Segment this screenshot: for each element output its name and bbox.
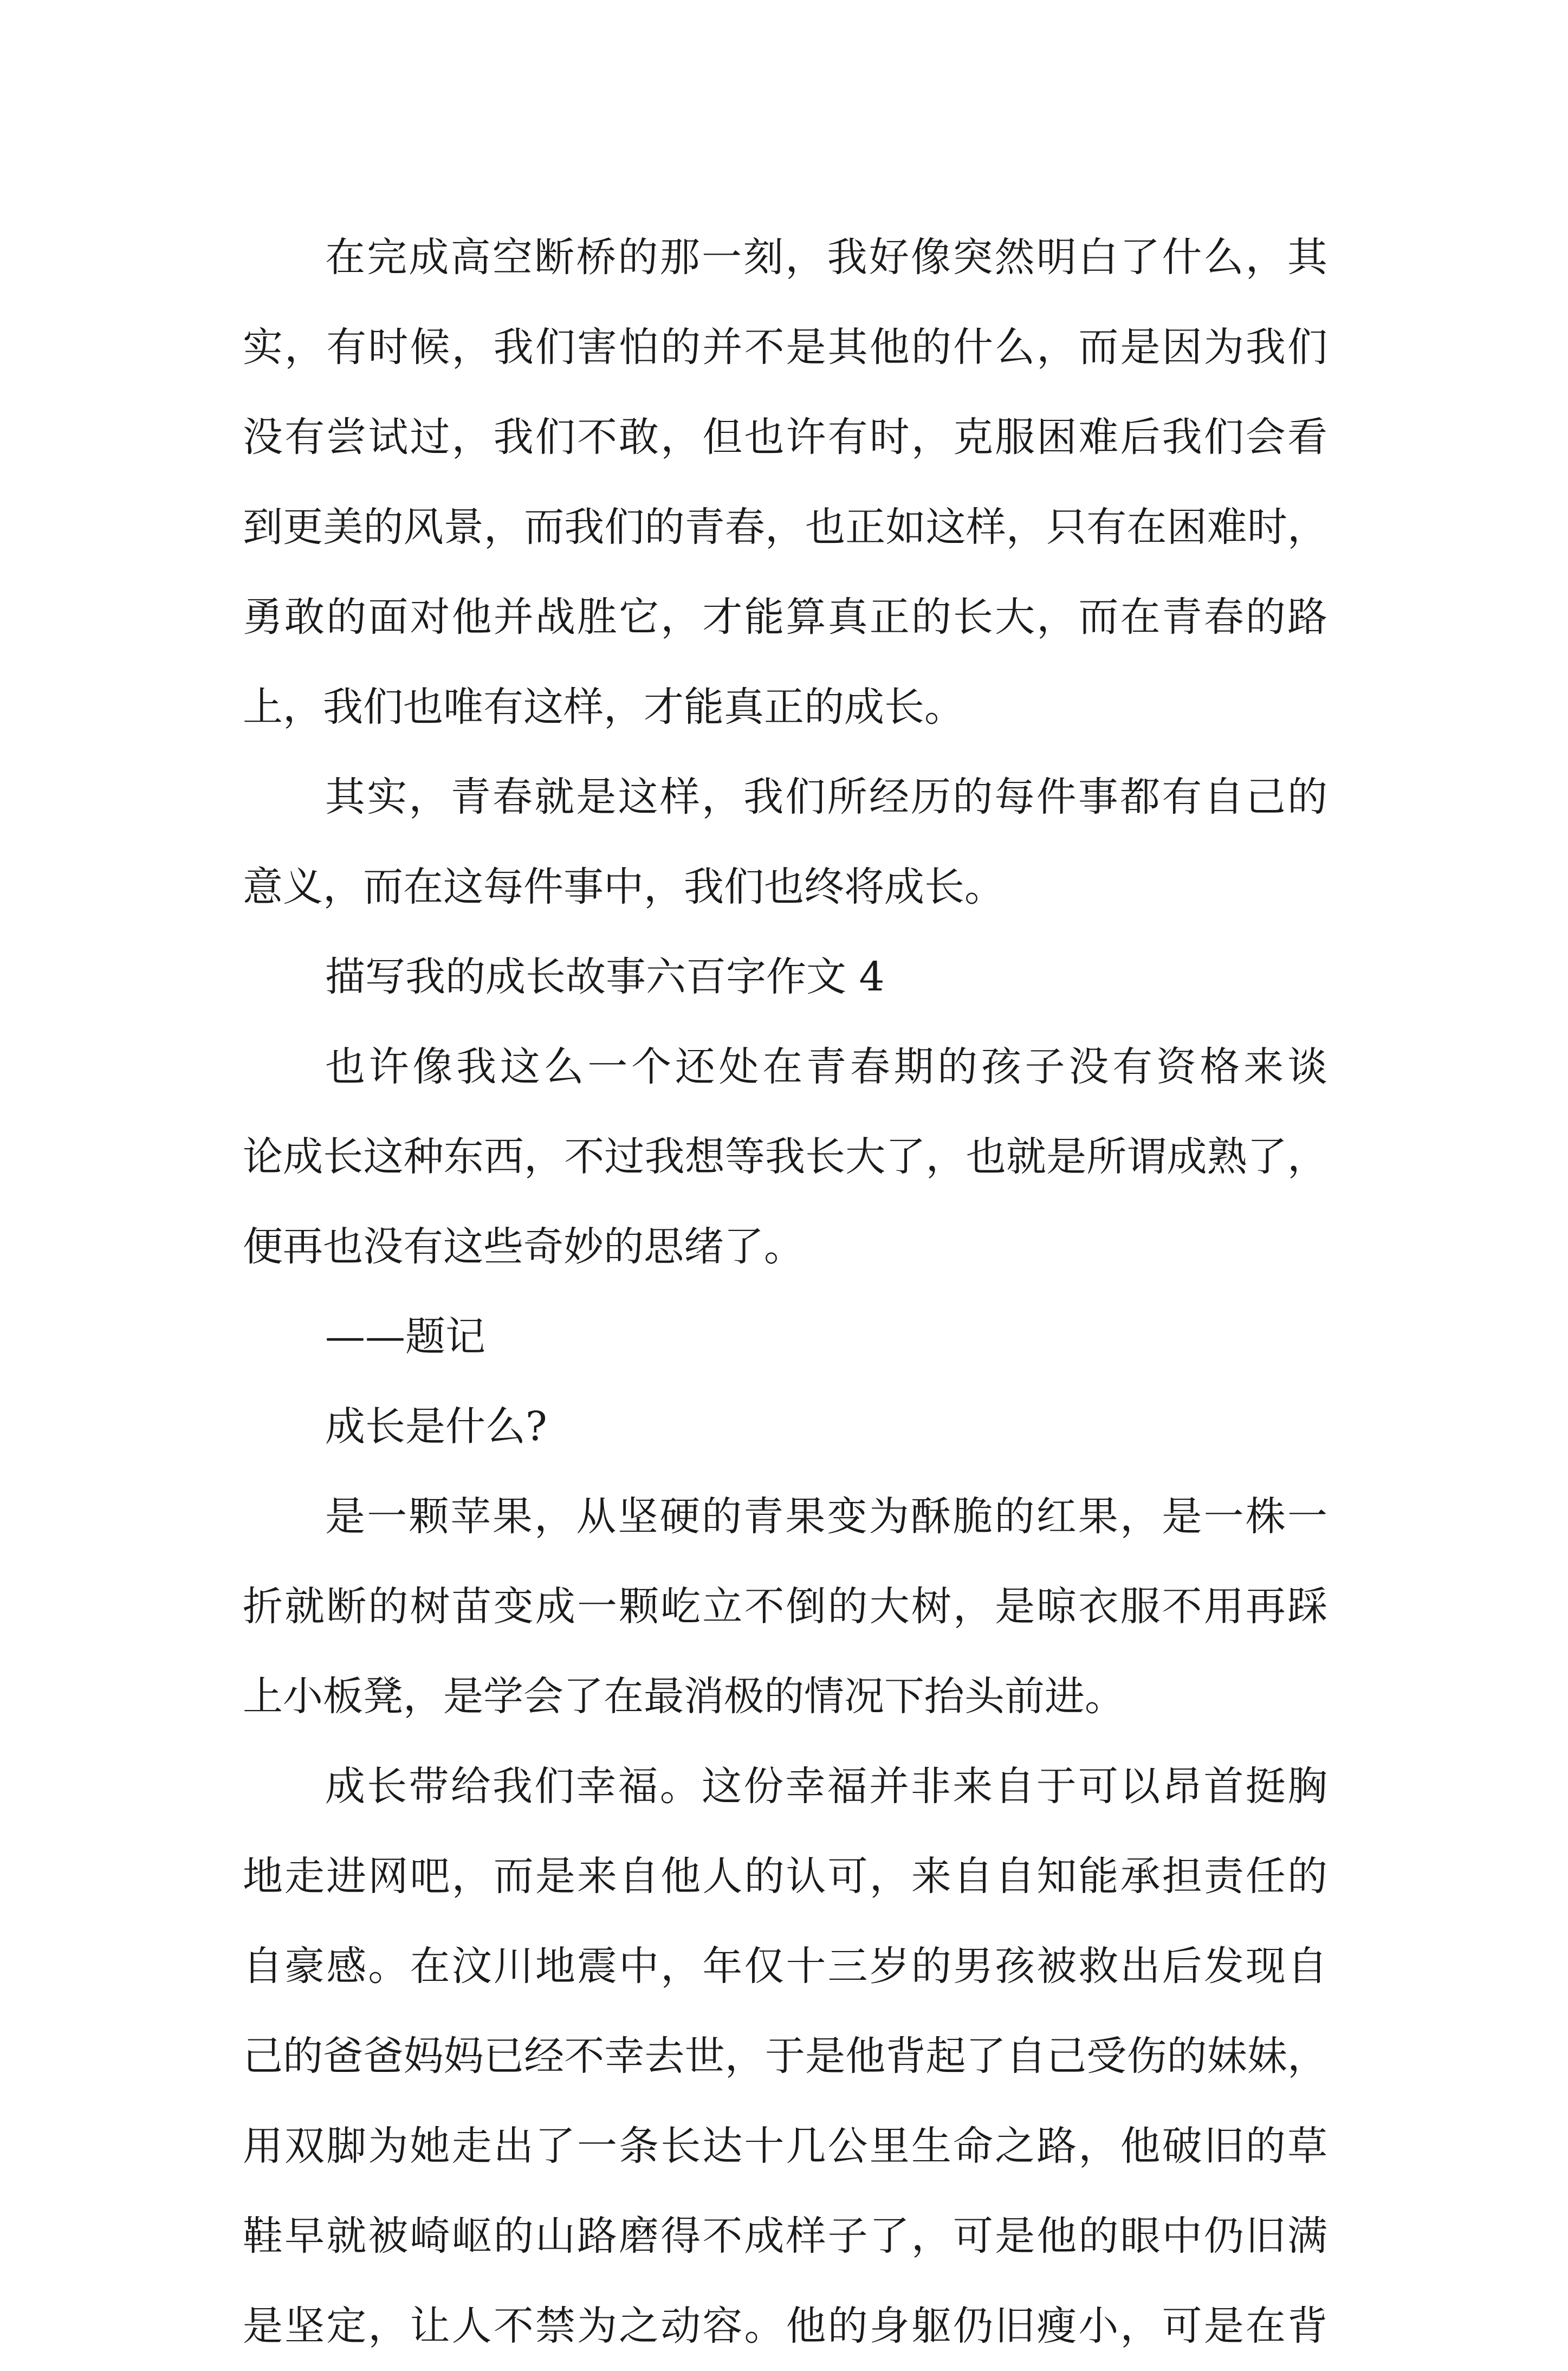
text-line: 在完成高空断桥的那一刻，我好像突然明白了什么，其 xyxy=(325,234,1327,281)
text-line: 其实，青春就是这样，我们所经历的每件事都有自己的 xyxy=(325,774,1327,820)
text-line: 成长是什么? xyxy=(325,1403,547,1450)
text-line: 实，有时候，我们害怕的并不是其他的什么，而是因为我们 xyxy=(243,324,1327,371)
text-line: 自豪感。在汶川地震中，年仅十三岁的男孩被救出后发现自 xyxy=(243,1943,1327,1990)
text-line: 成长带给我们幸福。这份幸福并非来自于可以昂首挺胸 xyxy=(325,1763,1327,1810)
epigraph-attribution: ——题记 xyxy=(325,1313,485,1360)
text-line: 论成长这种东西，不过我想等我长大了，也就是所谓成熟了， xyxy=(243,1133,1327,1180)
text-line: 是一颗苹果，从坚硬的青果变为酥脆的红果，是一株一 xyxy=(325,1493,1327,1540)
text-line: 意义，而在这每件事中，我们也终将成长。 xyxy=(243,864,1005,910)
text-line: 地走进网吧，而是来自他人的认可，来自自知能承担责任的 xyxy=(243,1853,1327,1900)
text-line: 到更美的风景，而我们的青春，也正如这样，只有在困难时， xyxy=(243,504,1327,550)
document-body xyxy=(243,212,1327,2371)
text-line: 上小板凳，是学会了在最消极的情况下抬头前进。 xyxy=(243,1673,1125,1720)
text-line: 上，我们也唯有这样，才能真正的成长。 xyxy=(243,684,964,730)
text-line: 便再也没有这些奇妙的思绪了。 xyxy=(243,1223,804,1270)
section-heading: 描写我的成长故事六百字作文 4 xyxy=(325,954,885,1000)
text-line: 折就断的树苗变成一颗屹立不倒的大树，是晾衣服不用再踩 xyxy=(243,1583,1327,1630)
text-line: 没有尝试过，我们不敢，但也许有时，克服困难后我们会看 xyxy=(243,414,1327,461)
text-line: 鞋早就被崎岖的山路磨得不成样子了，可是他的眼中仍旧满 xyxy=(243,2213,1327,2259)
text-line: 也许像我这么一个还处在青春期的孩子没有资格来谈 xyxy=(325,1044,1327,1090)
text-line: 勇敢的面对他并战胜它，才能算真正的长大，而在青春的路 xyxy=(243,594,1327,640)
text-line: 是坚定，让人不禁为之动容。他的身躯仍旧瘦小，可是在背 xyxy=(243,2303,1327,2349)
text-line: 己的爸爸妈妈已经不幸去世，于是他背起了自己受伤的妹妹， xyxy=(243,2033,1327,2080)
text-line: 用双脚为她走出了一条长达十几公里生命之路，他破旧的草 xyxy=(243,2123,1327,2169)
